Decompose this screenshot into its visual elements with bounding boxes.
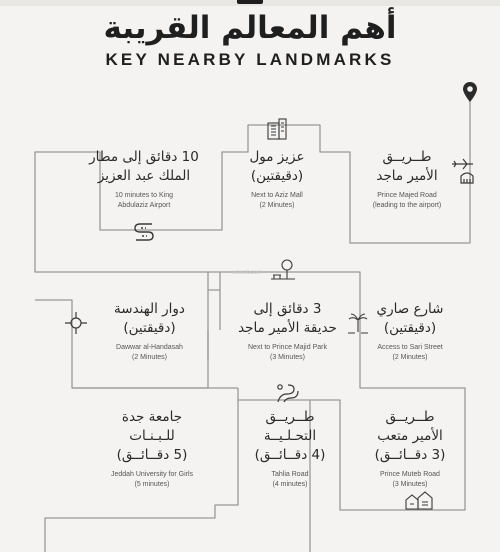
- landmark-title: طــريــق الأمير متعب (3 دقــائــق): [374, 409, 446, 463]
- landmark-title: جامعة جدة للـبـنـات (5 دقــائــق): [116, 409, 188, 463]
- landmark-caption: Next to Prince Majid Park (3 Minutes): [248, 344, 327, 361]
- watermark: wasalt.com: [232, 270, 263, 276]
- landmark-title: طــريــق الأمير ماجد: [376, 149, 438, 184]
- curvy-road-icon: [274, 382, 300, 404]
- landmark-caption: Dawwar al-Handasah (2 Minutes): [116, 344, 183, 361]
- landmark-card-aziz-mall: [222, 148, 332, 211]
- airplane-icon: [449, 156, 477, 186]
- landmark-caption: Access to Sari Street (2 Minutes): [377, 344, 443, 361]
- landmark-card-tahlia-road: [235, 408, 345, 490]
- landmark-card-prince-muteb-road: [355, 408, 465, 490]
- landmark-card-prince-majid-park: [225, 300, 350, 363]
- road-curve-icon: [132, 221, 156, 243]
- landmark-caption: Prince Muteb Road (3 Minutes): [380, 471, 440, 488]
- palm-road-icon: [345, 312, 371, 334]
- landmark-title: 3 دقائق إلى حديقة الأمير ماجد: [238, 301, 337, 336]
- landmark-caption: 10 minutes to King Abdulaziz Airport: [115, 192, 173, 209]
- building-icon: [265, 117, 289, 141]
- landmark-caption: Tahlia Road (4 minutes): [271, 471, 309, 488]
- landmark-title: دوار الهندسة (دقيقتين): [114, 301, 185, 336]
- landmark-card-jeddah-university: [92, 408, 212, 490]
- landmark-card-dawwar-al-handasah: [92, 300, 207, 363]
- landmark-card-airport: [78, 148, 210, 211]
- landmark-caption: Prince Majed Road (leading to the airport): [372, 192, 442, 209]
- landmark-caption: Next to Aziz Mall (2 Minutes): [251, 192, 303, 209]
- landmark-title: عزيز مول (دقيقتين): [249, 149, 305, 184]
- title-english: KEY NEARBY LANDMARKS: [105, 50, 395, 69]
- landmark-caption: Jeddah University for Girls (5 minutes): [110, 471, 194, 488]
- title-arabic: أهم المعالم القريبة: [103, 10, 397, 46]
- landmark-title: شارع صاري (دقيقتين): [376, 301, 444, 336]
- location-pin-icon: [462, 81, 478, 103]
- landmark-title: 10 دقائق إلى مطار الملك عبد العزيز: [89, 149, 199, 184]
- landmark-title: طــريــق التحـلـيــة (4 دقــائــق): [254, 409, 326, 463]
- roundabout-icon: [64, 311, 88, 335]
- landmark-card-prince-majed-road: [352, 148, 462, 211]
- houses-icon: [404, 489, 434, 511]
- park-icon: [267, 258, 297, 282]
